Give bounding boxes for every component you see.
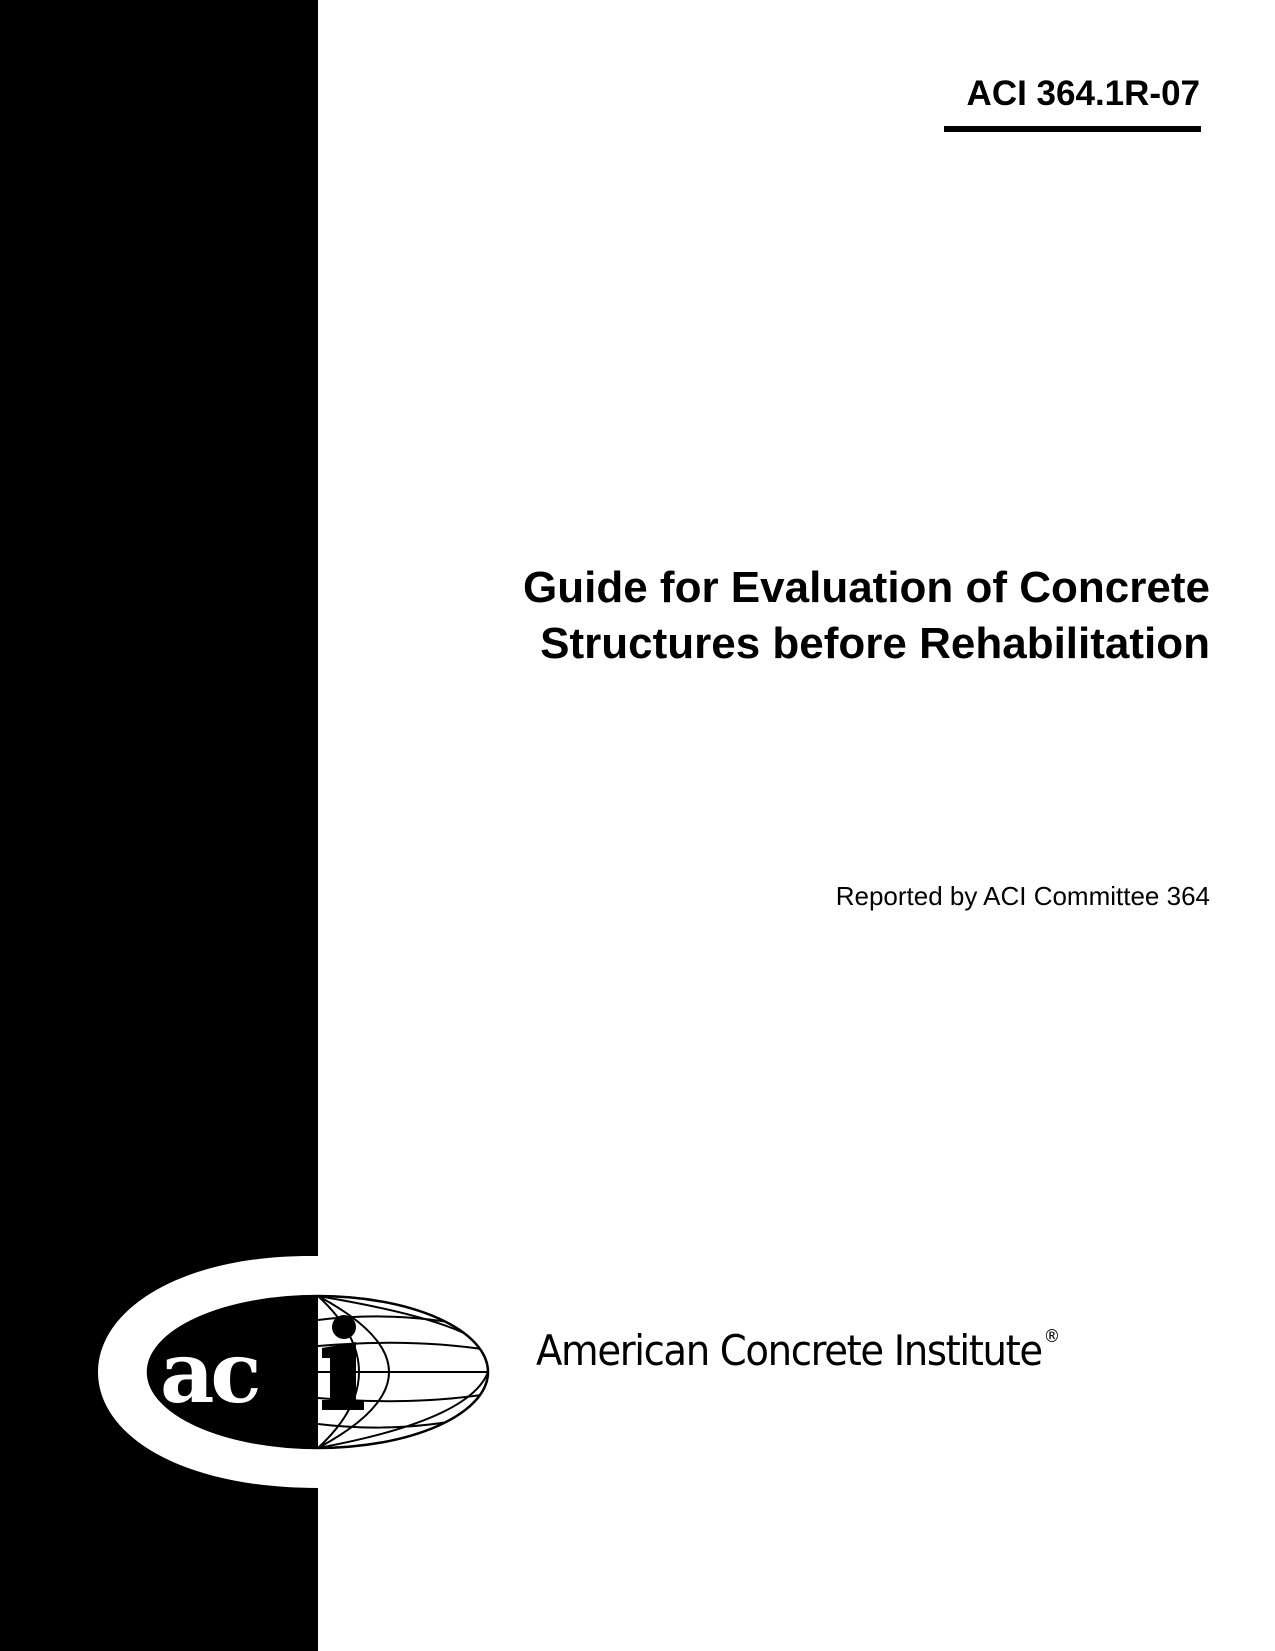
publisher-name	[536, 1326, 1059, 1375]
registered-trademark-icon: ®	[1043, 1326, 1059, 1347]
svg-text:ac: ac	[160, 1323, 258, 1422]
publisher-name-text: American Concrete Institute	[536, 1326, 1042, 1375]
title-line-1: Guide for Evaluation of Concrete	[523, 563, 1210, 612]
aci-globe-logo-icon	[0, 1230, 520, 1520]
reported-by: Reported by ACI Committee 364	[835, 881, 1210, 911]
document-number-underline	[944, 126, 1201, 132]
document-number: ACI 364.1R-07	[966, 74, 1200, 113]
document-title	[523, 560, 1210, 672]
title-line-2: Structures before Rehabilitation	[540, 619, 1210, 668]
